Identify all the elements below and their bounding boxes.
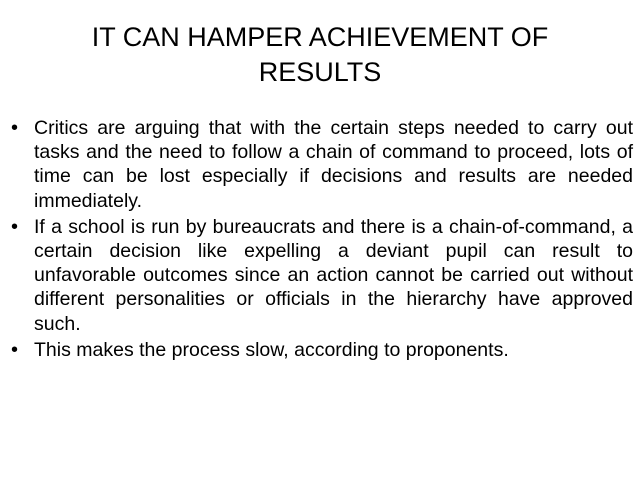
slide-title: IT CAN HAMPER ACHIEVEMENT OF RESULTS [91, 22, 549, 87]
bullet-dot-icon: • [11, 215, 19, 238]
bullet-list [8, 116, 633, 364]
bullet-item [8, 338, 633, 362]
bullet-text: If a school is run by bureaucrats and there is a chain-of-command, a certain decision like expelling a deviant pupil can result to unfavorable outcomes since an action cannot be carried out without different personalities or officials in the hierarchy have approved such. [34, 215, 633, 335]
bullet-item [8, 116, 633, 213]
bullet-dot-icon: • [11, 338, 19, 361]
bullet-text: This makes the process slow, according to proponents. [34, 338, 509, 361]
bullet-dot-icon: • [11, 117, 19, 139]
bullet-item [8, 215, 633, 336]
bullet-text: Critics are arguing that with the certain steps needed to carry out tasks and the need to follow a chain of command to proceed, lots of time can be lost especially if decisions and results are needed immediately. [34, 117, 633, 212]
